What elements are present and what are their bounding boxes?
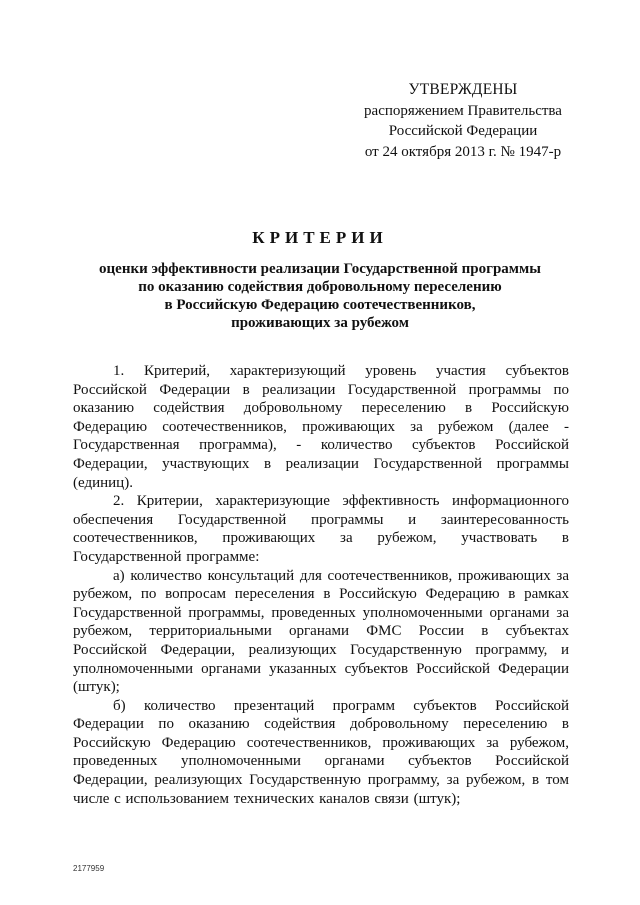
- approval-heading: УТВЕРЖДЕНЫ: [408, 81, 518, 98]
- approval-line: Российской Федерации: [388, 123, 538, 139]
- title-line: проживающих за рубежом: [231, 315, 409, 331]
- document-title: [60, 228, 580, 332]
- page-code: 2177959: [73, 864, 105, 873]
- approval-block: [338, 80, 588, 162]
- approval-line: распоряжением Правительства: [364, 102, 562, 119]
- title-line: по оказанию содействия добровольному переселению: [138, 279, 502, 295]
- paragraph-item-a: а) количество консультаций для соотечественников, проживающих за рубежом, по вопросам переселения в Российскую Федерацию в рамках Государственной программы, проведенных уполномоченными органами за рубежом, территориальными органами ФМС России в субъектах Российской Федерации, реализующих Государственную программу, и уполномоченными органами указанных субъектов Российской Федерации (штук);: [73, 567, 569, 696]
- title-main: КРИТЕРИИ: [252, 228, 388, 247]
- title-line: оценки эффективности реализации Государственной программы: [99, 261, 541, 277]
- document-body: [73, 362, 569, 808]
- paragraph-criterion-2: 2. Критерии, характеризующие эффективность информационного обеспечения Государственной программы и заинтересованность соотечественников, проживающих за рубежом, участвовать в Государственной программе:: [73, 493, 569, 565]
- paragraph-criterion-1: 1. Критерий, характеризующий уровень участия субъектов Российской Федерации в реализации Государственной программы по оказанию содействия добровольному переселению в Российскую Федерацию соотечественников, проживающих за рубежом (далее - Государственная программа), - количество субъектов Российской Федерации, участвующих в реализации Государственной программы (единиц).: [73, 363, 569, 491]
- approval-date-line: от 24 октября 2013 г. № 1947-р: [364, 143, 562, 160]
- paragraph-item-b: б) количество презентаций программ субъектов Российской Федерации по оказанию содействия добровольному переселению в Российскую Федерацию соотечественников, проживающих за рубежом, проведенных уполномоченными органами субъектов Российской Федерации, реализующих Государственную программу, за рубежом, в том числе с использованием технических каналов связи (штук);: [73, 697, 569, 807]
- title-line: в Российскую Федерацию соотечественников,: [164, 297, 476, 313]
